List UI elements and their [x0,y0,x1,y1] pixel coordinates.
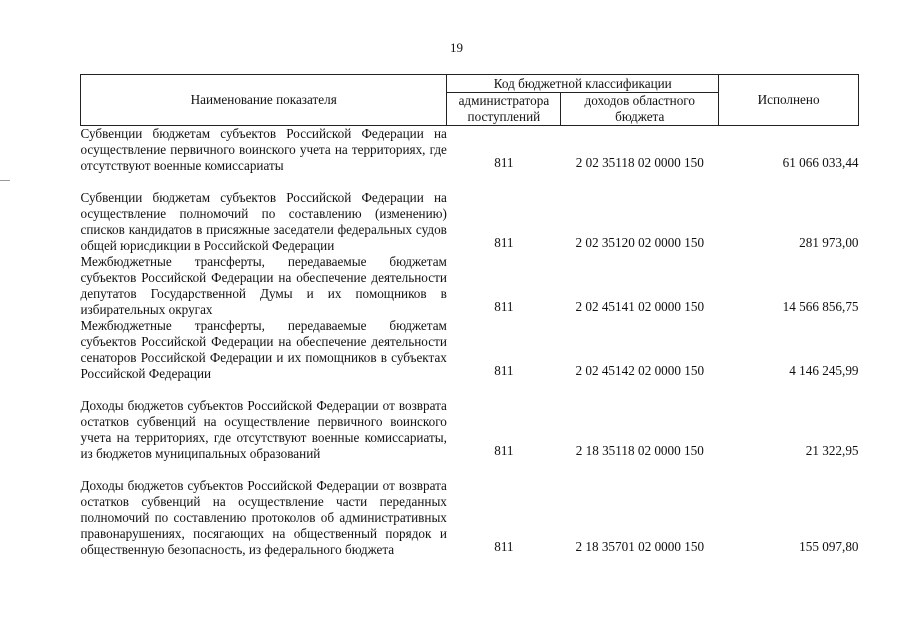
header-executed: Исполнено [719,75,859,126]
row-executed-amount: 61 066 033,44 [782,155,859,170]
row-executed-amount: 155 097,80 [799,539,859,554]
row-name: Доходы бюджетов субъектов Российской Федерации от возврата остатков субвенций на осуществление части переданных полномочий по составлению протоколов об административных правонарушениях, посягающих на общественный порядок и общественную безопасность, из федерального бюджета [80,478,447,557]
table-row [81,318,859,382]
header-income: доходов областного бюджета [561,93,719,126]
row-name: Доходы бюджетов субъектов Российской Федерации от возврата остатков субвенций на осуществление первичного воинского учета на территориях, где отсутствуют военные комиссариаты, из бюджетов муниципальных образований [80,398,447,461]
row-executed-amount: 281 973,00 [799,235,859,250]
margin-mark [0,180,10,181]
row-administrator-code: 811 [494,155,514,170]
row-administrator-code: 811 [494,539,514,554]
table-row [81,382,859,462]
row-executed-amount: 4 146 245,99 [789,363,859,378]
budget-table [80,74,859,558]
row-name: Межбюджетные трансферты, передаваемые бюджетам субъектов Российской Федерации на обеспечение деятельности сенаторов Российской Федерации и их помощников в субъектах Российской Федерации [80,318,447,381]
table-row [81,254,859,318]
row-administrator-code: 811 [494,299,514,314]
row-name: Субвенции бюджетам субъектов Российской Федерации на осуществление полномочий по составлению (изменению) списков кандидатов в присяжные заседатели федеральных судов общей юрисдикции в Российской Федерации [80,190,447,253]
header-administrator: администратора поступлений [447,93,561,126]
row-income-code: 2 18 35118 02 0000 150 [575,443,704,458]
header-name: Наименование показателя [81,75,447,126]
row-administrator-code: 811 [494,235,514,250]
row-administrator-code: 811 [494,443,514,458]
row-income-code: 2 02 45142 02 0000 150 [575,363,705,378]
row-income-code: 2 18 35701 02 0000 150 [575,539,705,554]
table-row [81,126,859,175]
row-executed-amount: 21 322,95 [805,443,859,458]
row-administrator-code: 811 [494,363,514,378]
table-row [81,462,859,558]
row-name: Межбюджетные трансферты, передаваемые бюджетам субъектов Российской Федерации на обеспечение деятельности депутатов Государственной Думы и их помощников в избирательных округах [80,254,447,317]
row-income-code: 2 02 45141 02 0000 150 [575,299,705,314]
header-code-group: Код бюджетной классификации [447,75,719,93]
row-executed-amount: 14 566 856,75 [782,299,859,314]
row-income-code: 2 02 35118 02 0000 150 [575,155,704,170]
page-number: 19 [450,40,463,55]
row-name: Субвенции бюджетам субъектов Российской Федерации на осуществление первичного воинского учета на территориях, где отсутствуют военные комиссариаты [80,126,447,173]
table-row [81,174,859,254]
row-income-code: 2 02 35120 02 0000 150 [575,235,705,250]
